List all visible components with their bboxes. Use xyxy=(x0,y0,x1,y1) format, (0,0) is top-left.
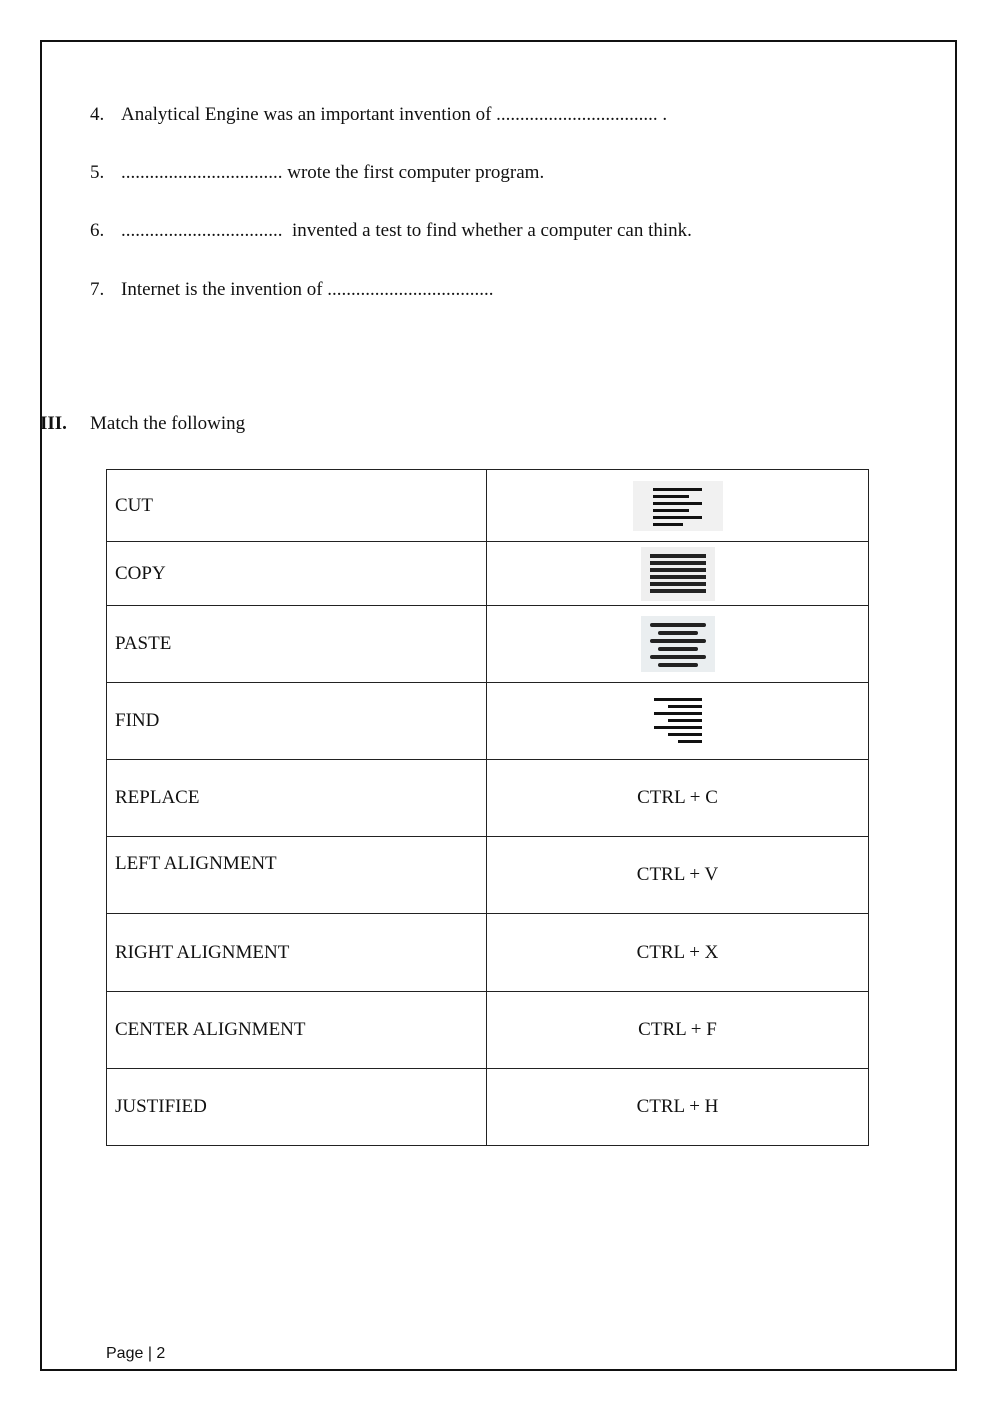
question-text: Internet is the invention of ................................... xyxy=(121,279,494,300)
match-right-cell: CTRL + F xyxy=(487,992,869,1069)
question-4 xyxy=(90,104,667,126)
question-number: 5. xyxy=(90,162,105,183)
table-row xyxy=(107,992,869,1069)
section-numeral: III. xyxy=(40,413,67,434)
table-row xyxy=(107,606,869,683)
match-left-cell: COPY xyxy=(107,542,487,606)
match-left-cell: FIND xyxy=(107,683,487,760)
match-right-cell: CTRL + C xyxy=(487,760,869,837)
question-number: 7. xyxy=(90,279,105,300)
match-right-cell: CTRL + X xyxy=(487,914,869,992)
match-left-cell: CENTER ALIGNMENT xyxy=(107,992,487,1069)
match-left-cell: PASTE xyxy=(107,606,487,683)
question-number: 6. xyxy=(90,220,105,241)
match-left-cell: JUSTIFIED xyxy=(107,1069,487,1146)
question-7 xyxy=(90,279,494,301)
question-number: 4. xyxy=(90,104,105,125)
match-left-cell: RIGHT ALIGNMENT xyxy=(107,914,487,992)
match-left-cell: LEFT ALIGNMENT xyxy=(107,837,487,914)
table-row xyxy=(107,542,869,606)
match-right-cell xyxy=(487,470,869,542)
section-heading xyxy=(40,413,245,435)
question-text: .................................. wrote the first computer program. xyxy=(121,162,545,183)
table-row xyxy=(107,1069,869,1146)
table-row xyxy=(107,760,869,837)
question-5 xyxy=(90,162,544,184)
table-row xyxy=(107,470,869,542)
match-right-cell xyxy=(487,542,869,606)
table-row xyxy=(107,837,869,914)
question-text: Analytical Engine was an important invention of .................................. . xyxy=(121,104,668,125)
align-justify-icon xyxy=(641,547,715,601)
question-text: .................................. invented a test to find whether a computer can think. xyxy=(121,220,692,241)
question-6 xyxy=(90,220,692,242)
page-footer: Page | 2 xyxy=(106,1345,166,1362)
match-table xyxy=(106,469,869,1146)
match-right-cell: CTRL + H xyxy=(487,1069,869,1146)
match-right-cell xyxy=(487,683,869,760)
match-right-cell xyxy=(487,606,869,683)
match-left-cell: REPLACE xyxy=(107,760,487,837)
align-left-icon xyxy=(633,481,723,531)
match-left-cell: CUT xyxy=(107,470,487,542)
align-right-icon xyxy=(650,695,706,747)
match-right-cell: CTRL + V xyxy=(487,837,869,914)
table-row xyxy=(107,683,869,760)
table-row xyxy=(107,914,869,992)
align-center-icon xyxy=(641,616,715,672)
section-title: Match the following xyxy=(90,413,246,434)
